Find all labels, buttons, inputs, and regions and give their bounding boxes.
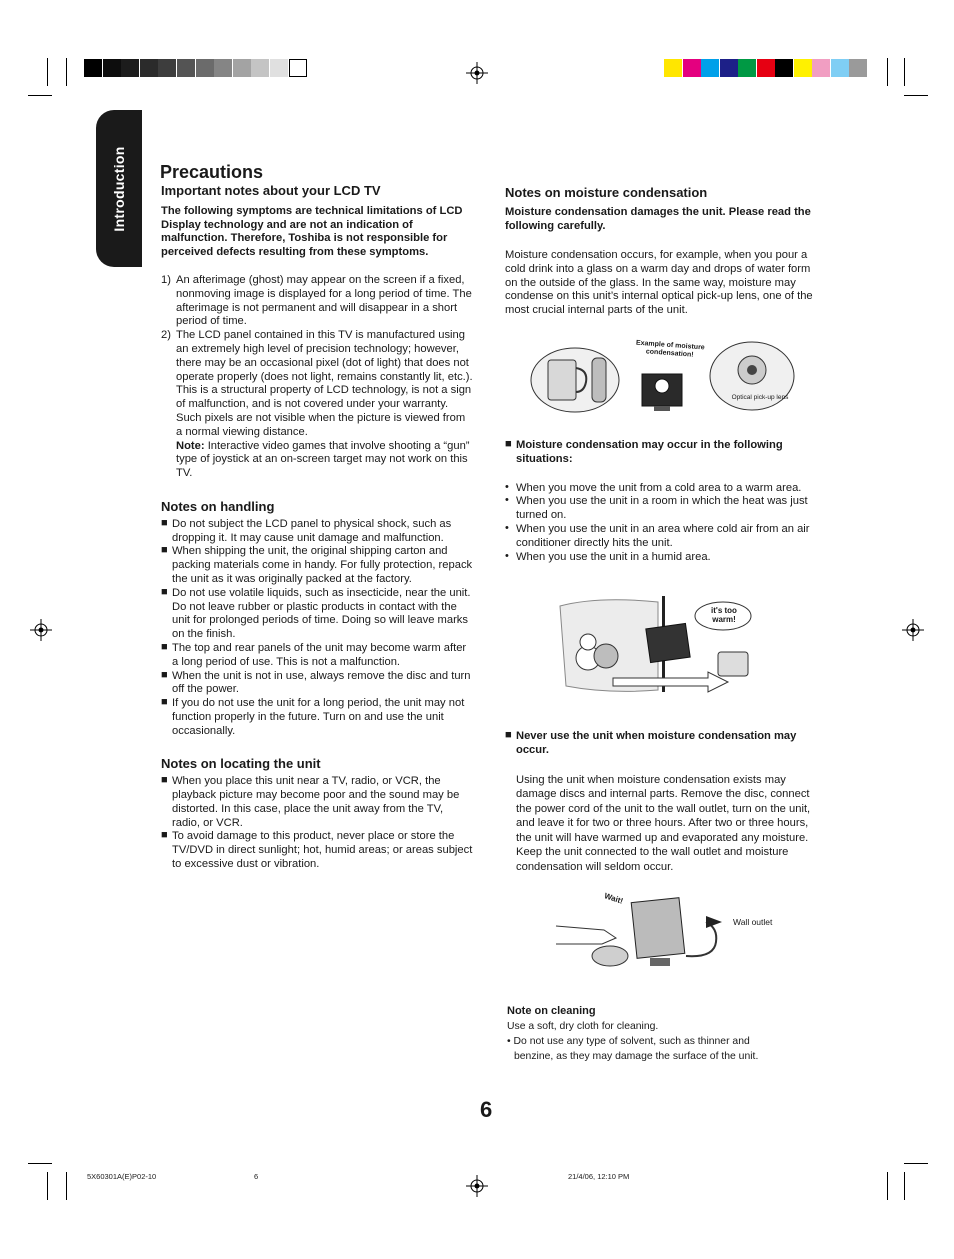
registration-target-icon (30, 619, 52, 641)
list-item (161, 587, 474, 642)
wall-outlet-illustration (554, 886, 734, 972)
list-item-text: When the unit is not in use, always remove the disc and turn off the power. (172, 669, 471, 696)
square-bullet-icon: ■ (505, 438, 512, 450)
crop-mark (904, 1172, 905, 1200)
square-bullet-icon: ■ (161, 585, 168, 598)
gray-swatch (140, 59, 158, 77)
lcd-item (161, 274, 474, 329)
situations-heading (505, 439, 823, 467)
square-bullet-icon: ■ (161, 640, 168, 653)
situations-block (505, 439, 823, 564)
never-paragraph: Using the unit when moisture condensation exists may damage discs and internal parts. Remove the disc, connect the power cord of the unit to the wall outlet, turn on the unit, and leave it for two or three hours. After two or three hours, the unit will have warmed up and evaporated any moisture. Keep the unit connected to the wall outlet and moisture condensation will seldom occur. (516, 773, 811, 873)
footer-code: 5X60301A(E)P02-10 (87, 1172, 157, 1181)
list-item (161, 670, 474, 698)
list-item-text: When you move the unit from a cold area to a warm area. (516, 481, 802, 494)
round-bullet-icon: • (505, 480, 509, 493)
list-item-text: When you use the unit in an area where cold air from an air conditioner directly hits the unit. (516, 522, 810, 549)
gray-swatch (270, 59, 288, 77)
hand-and-tv-icon (554, 886, 734, 972)
moisture-paragraph: Moisture condensation occurs, for example, when you pour a cold drink into a glass on a warm day and drops of water form on the outside of the glass. In the same way, moisture may condense on this unit’s internal optical pick-up lens, one of the most crucial internal parts of the unit. (505, 249, 813, 317)
gray-swatch (251, 59, 269, 77)
list-item-text: When you use the unit in a room in which the heat was just turned on. (516, 495, 808, 522)
gray-swatch (121, 59, 139, 77)
list-item-text: When shipping the unit, the original shipping carton and packing materials come in handy. For fully protection, repack the unit as it was originally packed at the factory. (172, 545, 473, 585)
round-bullet-icon: • (505, 494, 509, 507)
square-bullet-icon: ■ (161, 516, 168, 529)
square-bullet-icon: ■ (161, 829, 168, 842)
round-bullet-icon: • (505, 521, 509, 534)
left-column (161, 184, 474, 872)
crop-mark (28, 1163, 52, 1164)
gray-swatch (196, 59, 214, 77)
never-heading-text: Never use the unit when moisture condensation may occur. (516, 730, 797, 756)
lcd-intro: The following symptoms are technical limitations of LCD Display technology and are not an indication of malfunction. Therefore, Toshiba is not responsible for perceived defects resulting from these symptoms. (161, 204, 463, 259)
list-item-text: To avoid damage to this product, never place or store the TV/DVD in direct sunlight; hot, humid areas; or areas subject to excessive dust or vibration. (172, 830, 473, 871)
list-item-text: If you do not use the unit for a long period, the unit may not function properly in the future. Turn on and use the unit occasionally. (172, 697, 465, 737)
list-item-text: When you use the unit in a humid area. (516, 550, 711, 563)
page-title: Precautions (160, 162, 264, 182)
illustration-caption: Example of moisture condensation! (635, 339, 705, 359)
lcd-item (161, 329, 474, 439)
square-bullet-icon: ■ (505, 729, 512, 741)
gray-swatch (177, 59, 195, 77)
wall-outlet-label: Wall outlet (733, 917, 773, 927)
item-text: An afterimage (ghost) may appear on the screen if a fixed, nonmoving image is displayed for a long period of time. The afterimage is not permanent and will disappear in a short period of time. (176, 273, 472, 328)
cleaning-heading: Note on cleaning (507, 1005, 596, 1017)
cleaning-line: Use a soft, dry cloth for cleaning. (507, 1021, 659, 1032)
lcd-note (161, 440, 474, 481)
moisture-intro: Moisture condensation damages the unit. Please read the following carefully. (505, 206, 811, 232)
wait-exclamation: Wait! (603, 891, 625, 906)
item-number: 1) (161, 273, 171, 286)
note-label: Note: (176, 439, 205, 452)
list-item (161, 830, 474, 871)
crop-mark (28, 95, 52, 96)
locating-list (161, 775, 474, 872)
page-number: 6 (480, 1097, 493, 1122)
list-item-text: The top and rear panels of the unit may become warm after a long period of use. This is not a malfunction. (172, 641, 467, 668)
registration-target-icon (902, 619, 924, 641)
cold-to-warm-illustration (558, 596, 768, 694)
situations-list (505, 482, 823, 565)
list-item (505, 523, 823, 551)
gray-swatch (158, 59, 176, 77)
gray-swatch (84, 59, 102, 77)
list-item (505, 495, 823, 523)
crop-mark (904, 58, 905, 86)
color-swatch (794, 59, 812, 77)
cleaning-bullet: • Do not use any type of solvent, such as thinner and (507, 1036, 750, 1047)
registration-target-icon (466, 62, 488, 84)
gray-swatch (233, 59, 251, 77)
square-bullet-icon: ■ (161, 544, 168, 557)
item-number: 2) (161, 329, 171, 342)
list-item (161, 545, 474, 586)
color-swatch (720, 59, 738, 77)
handling-heading: Notes on handling (161, 498, 275, 514)
cleaning-bullet-cont: benzine, as they may damage the surface of the unit. (514, 1051, 759, 1062)
list-item (161, 697, 474, 738)
color-swatch (849, 59, 867, 77)
color-swatch (757, 59, 775, 77)
cleaning-block (507, 1004, 807, 1064)
list-item (161, 642, 474, 670)
registration-target-icon (466, 1175, 488, 1197)
crop-mark (887, 58, 888, 86)
handling-list (161, 518, 474, 739)
note-text: Interactive video games that involve shooting a “gun” type of joystick at an on-screen target may not work on this TV. (176, 439, 470, 480)
square-bullet-icon: ■ (161, 696, 168, 709)
section-tab-label: Introduction (111, 145, 127, 232)
square-bullet-icon: ■ (161, 774, 168, 787)
crop-mark (904, 95, 928, 96)
list-item-text: Do not use volatile liquids, such as insecticide, near the unit. Do not leave rubber or plastic products in contact with the unit for prolonged periods of time. Doing so will leave marks on the finish. (172, 586, 471, 641)
never-block (505, 730, 823, 874)
gray-swatch (214, 59, 232, 77)
color-swatch (664, 59, 682, 77)
crop-mark (904, 1163, 928, 1164)
list-item (505, 551, 823, 565)
color-swatch (831, 59, 849, 77)
crop-mark (47, 1172, 48, 1200)
crop-mark (66, 58, 67, 86)
color-swatch (683, 59, 701, 77)
footer-page: 6 (254, 1172, 259, 1181)
color-swatch (738, 59, 756, 77)
speech-bubble: it's too warm! (711, 606, 737, 624)
crop-mark (47, 58, 48, 86)
lcd-heading: Important notes about your LCD TV (161, 183, 381, 198)
list-item (161, 775, 474, 830)
gray-swatch (103, 59, 121, 77)
section-tab (96, 110, 142, 267)
square-bullet-icon: ■ (161, 668, 168, 681)
list-item (505, 482, 823, 496)
color-swatch (812, 59, 830, 77)
moisture-heading: Notes on moisture condensation (505, 185, 708, 200)
never-heading (505, 730, 823, 758)
color-swatch (775, 59, 793, 77)
color-swatch (701, 59, 719, 77)
locating-heading: Notes on locating the unit (161, 756, 321, 772)
footer-date: 21/4/06, 12:10 PM (568, 1172, 630, 1181)
pickup-lens-label: Optical pick-up lens (731, 394, 789, 401)
list-item-text: Do not subject the LCD panel to physical shock, such as dropping it. It may cause unit damage and malfunction. (172, 517, 452, 544)
gray-swatch (289, 59, 307, 77)
list-item-text: When you place this unit near a TV, radio, or VCR, the playback picture may become poor and the sound may be distorted. In this case, place the unit away from the TV, radio, or VCR. (172, 775, 460, 829)
moisture-example-illustration (530, 338, 800, 418)
list-item (161, 518, 474, 546)
item-text: The LCD panel contained in this TV is manufactured using an extremely high level of precision technology; however, there may be an occasional pixel (dot of light) that does not operate properly (does not light, remains constantly lit, etc.). This is a structural property of LCD technology, is not a sign of malfunction, and is not covered under your warranty. Such pixels are not visible when the picture is viewed from a normal viewing distance. (176, 329, 473, 438)
round-bullet-icon: • (505, 549, 509, 562)
crop-mark (66, 1172, 67, 1200)
crop-mark (887, 1172, 888, 1200)
situations-heading-text: Moisture condensation may occur in the following situations: (516, 439, 783, 465)
lcd-list (161, 274, 474, 481)
